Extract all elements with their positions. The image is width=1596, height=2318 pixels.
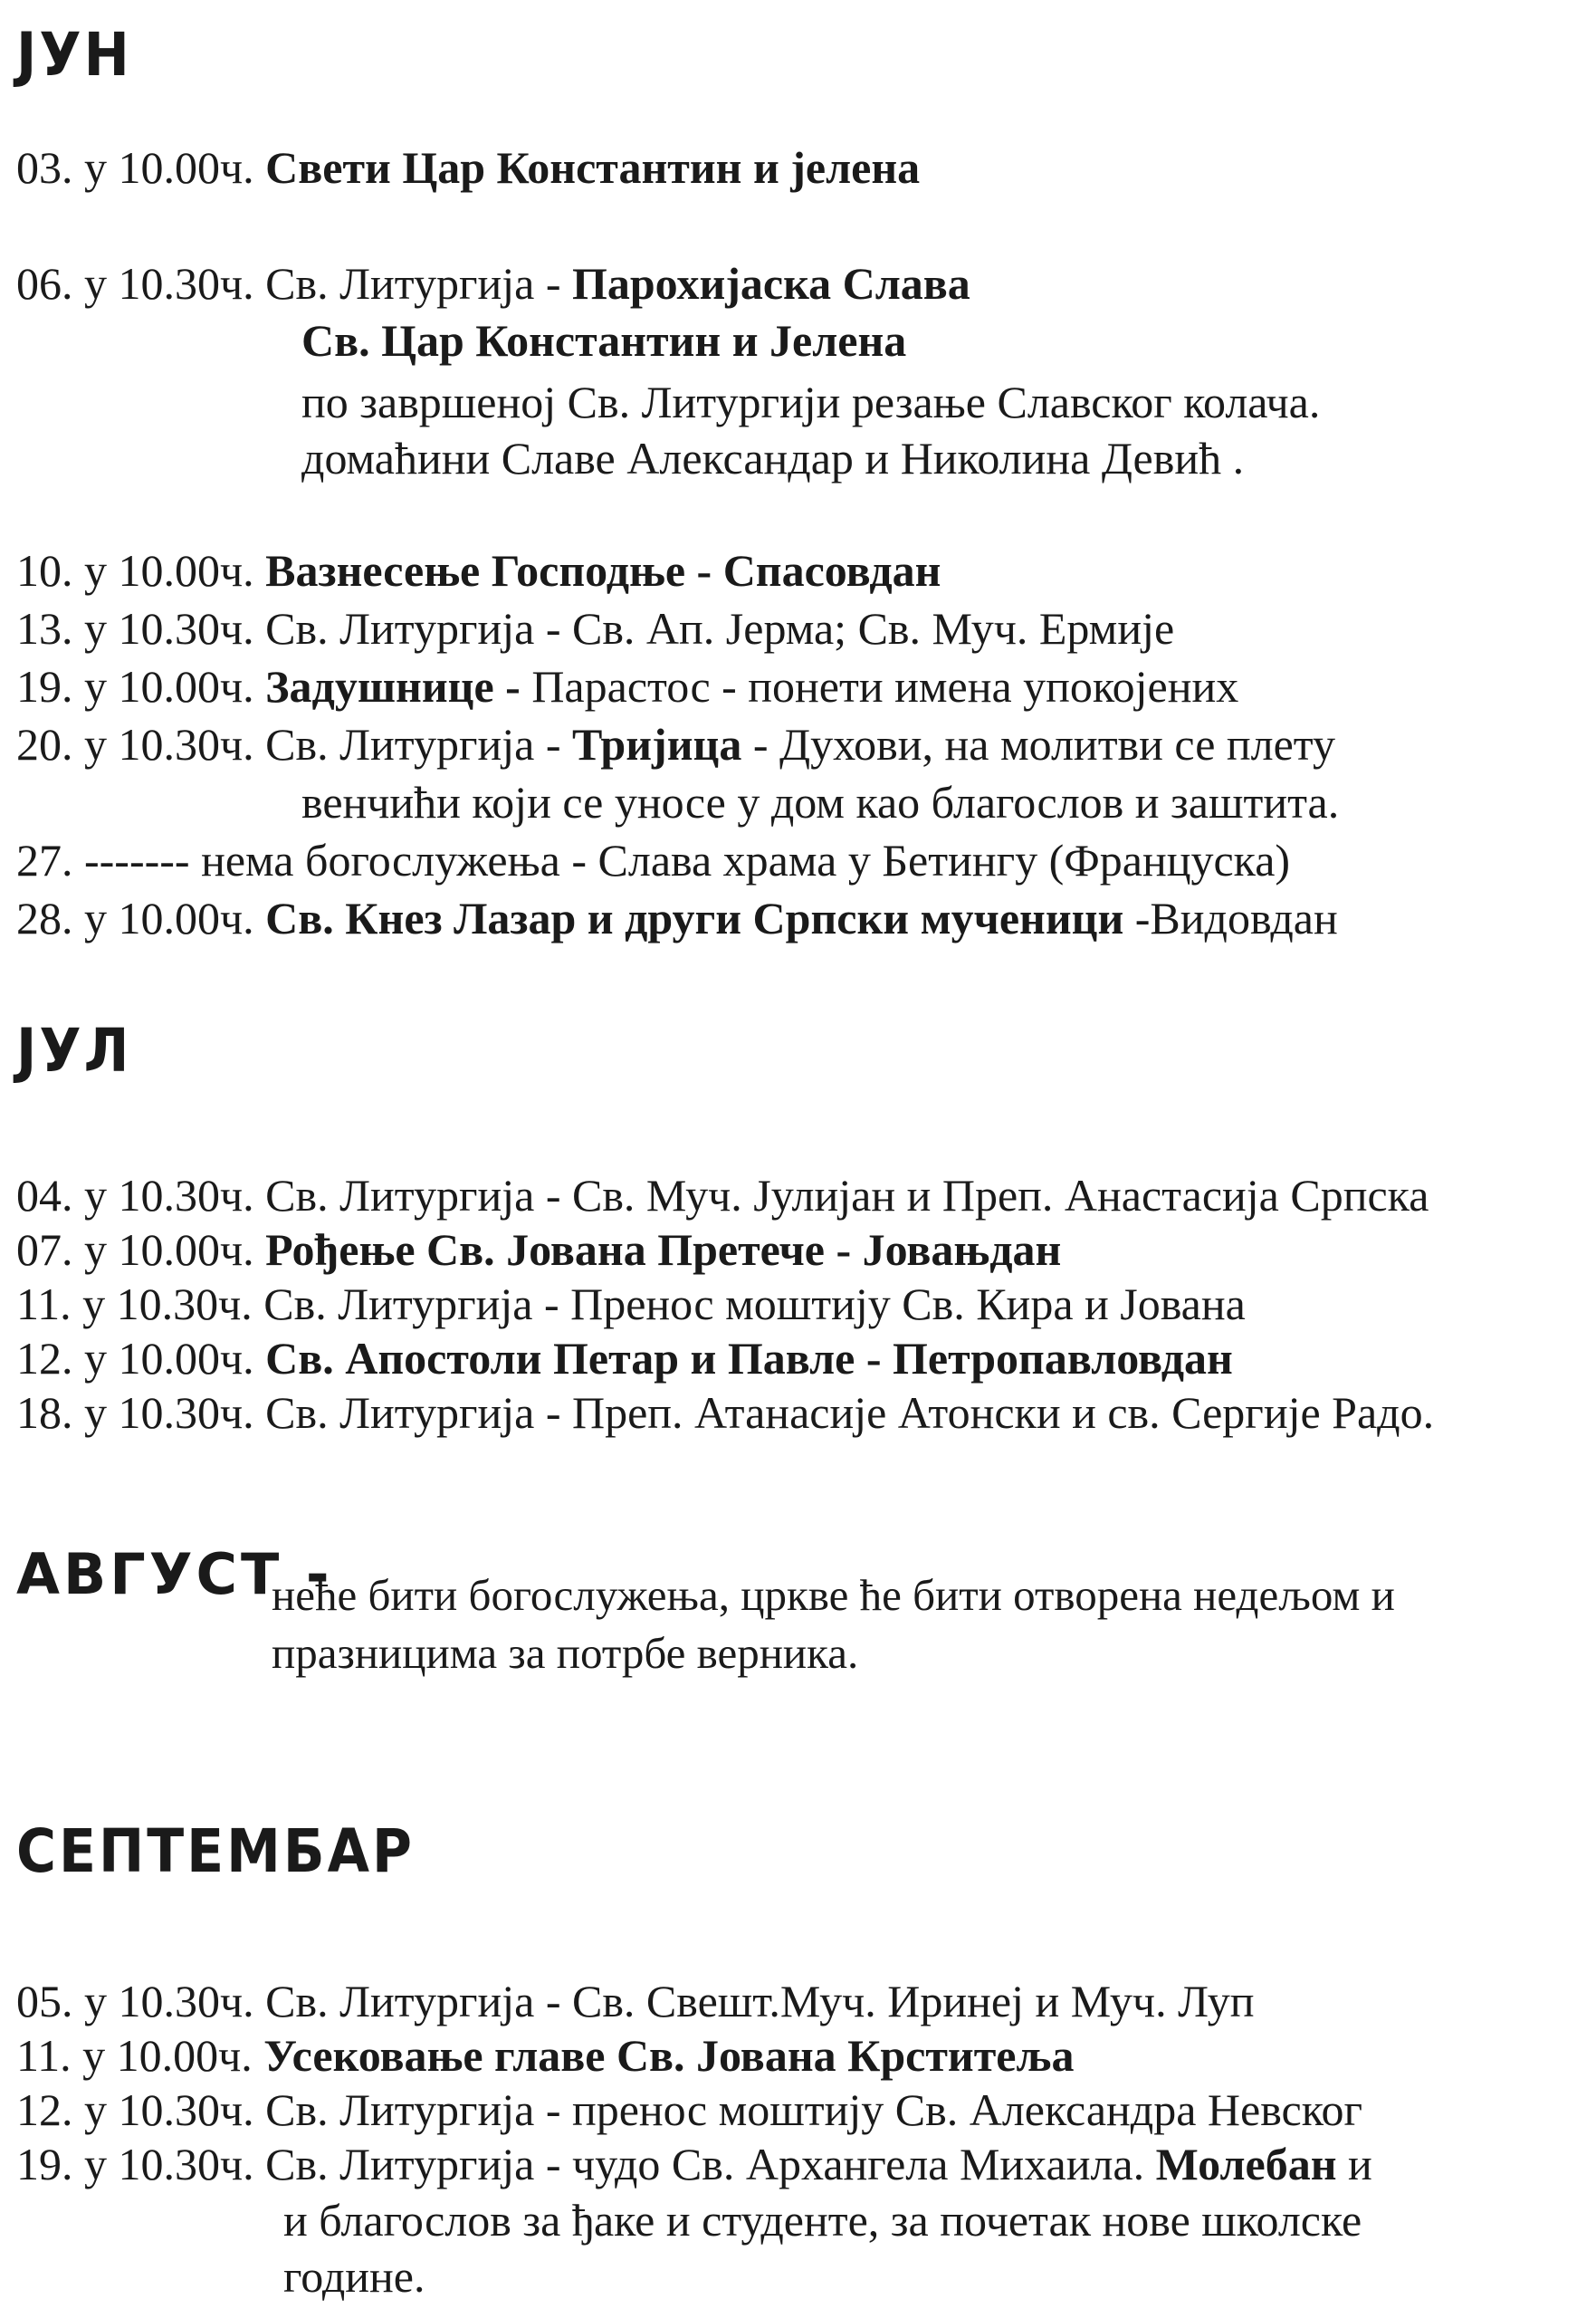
- july-heading: ЈУЛ: [16, 1016, 132, 1087]
- feast-name: Рођење Св. Јована Претече - Јовањдан: [265, 1224, 1062, 1275]
- june-line-8: [16, 659, 1238, 714]
- note-text: венчићи који се уносе у дом као благослов и заштита.: [301, 777, 1340, 828]
- feast-name: Вазнесење Господње - Спасовдан: [265, 545, 941, 596]
- feast-name: Парохијаска Слава: [571, 258, 970, 309]
- service-text: и: [1336, 2139, 1372, 2189]
- june-line-5: [301, 431, 1244, 485]
- note-text: године.: [283, 2251, 425, 2302]
- date: 03. у 10.00ч.: [16, 142, 254, 193]
- july-line-4: [16, 1331, 1233, 1385]
- september-line-6: [283, 2249, 425, 2304]
- date: 28. у 10.00ч.: [16, 893, 254, 943]
- service-text: Св. Литургија - чудо Св. Архангела Михаила.: [265, 2139, 1156, 2189]
- date: 06. у 10.30ч.: [16, 258, 254, 309]
- service-text: Св. Литургија -: [265, 719, 572, 770]
- feast-name: Св. Кнез Лазар и други Српски мученици: [265, 893, 1124, 943]
- feast-name: Тријица: [571, 719, 742, 770]
- august-notice-line-1: неће бити богослужења, цркве ће бити отворена недељом и: [272, 1570, 1395, 1620]
- june-line-10: [301, 775, 1339, 829]
- june-heading: ЈУН: [16, 20, 132, 91]
- date: 18. у 10.30ч.: [16, 1387, 254, 1438]
- date: 12. у 10.00ч.: [16, 1333, 254, 1384]
- june-line-12: [16, 891, 1338, 945]
- september-line-3: [16, 2083, 1362, 2137]
- date: 19. у 10.30ч.: [16, 2139, 254, 2189]
- service-text: Св. Литургија - Пренос моштију Св. Кира и Јована: [263, 1279, 1246, 1329]
- june-line-7: [16, 601, 1174, 656]
- date: 12. у 10.30ч.: [16, 2084, 254, 2135]
- date: 05. у 10.30ч.: [16, 1976, 254, 2026]
- note-text: и благослов за ђаке и студенте, за почетак нове школске: [283, 2195, 1362, 2246]
- june-line-2: [16, 256, 970, 311]
- service-text: -Видовдан: [1123, 893, 1338, 943]
- service-text: Св. Литургија -: [265, 258, 572, 309]
- service-text: Св. Литургија - Св. Ап. Јерма; Св. Муч. Ермије: [265, 603, 1175, 654]
- date: 20. у 10.30ч.: [16, 719, 254, 770]
- date: 11. у 10.30ч.: [16, 1279, 253, 1329]
- feast-name: Задушнице -: [265, 661, 532, 712]
- feast-name: Молебан: [1155, 2139, 1337, 2189]
- june-line-1: [16, 140, 920, 195]
- august-notice-line-2: празницима за потрбе верника.: [272, 1628, 859, 1678]
- date: 10. у 10.00ч.: [16, 545, 254, 596]
- july-line-2: [16, 1222, 1061, 1277]
- feast-name: Св. Цар Константин и Јелена: [301, 315, 907, 366]
- service-text: - Духови, на молитви се плету: [741, 719, 1335, 770]
- date: 13. у 10.30ч.: [16, 603, 254, 654]
- date: 19. у 10.00ч.: [16, 661, 254, 712]
- june-line-6: [16, 543, 941, 598]
- service-text: Св. Литургија - Св. Свешт.Муч. Иринеј и Муч. Луп: [265, 1976, 1255, 2026]
- date: 27. -------: [16, 835, 190, 886]
- feast-name: Св. Апостоли Петар и Павле - Петропавловдан: [265, 1333, 1233, 1384]
- date: 04. у 10.30ч.: [16, 1170, 254, 1221]
- service-text: Парастос - понети имена упокојених: [531, 661, 1239, 712]
- note-text: по завршеној Св. Литургији резање Славског колача.: [301, 377, 1321, 427]
- august-heading: АВГУСТ -: [16, 1541, 333, 1607]
- service-text: Св. Литургија - пренос моштију Св. Александра Невског: [265, 2084, 1362, 2135]
- june-line-11: [16, 833, 1290, 887]
- note-text: домаћини Славе Александар и Николина Девић .: [301, 433, 1245, 484]
- july-line-1: [16, 1168, 1429, 1222]
- service-text: Св. Литургија - Св. Муч. Јулијан и Преп. Анастасија Српска: [265, 1170, 1429, 1221]
- june-line-9: [16, 717, 1335, 771]
- september-line-1: [16, 1974, 1255, 2028]
- service-text: Св. Литургија - Преп. Атанасије Атонски и св. Сергије Радо.: [265, 1387, 1435, 1438]
- service-text: нема богослужења - Слава храма у Бетингу (Француска): [189, 835, 1291, 886]
- date: 11. у 10.00ч.: [16, 2030, 253, 2081]
- date: 07. у 10.00ч.: [16, 1224, 254, 1275]
- september-line-2: [16, 2028, 1075, 2083]
- feast-name: Усековање главе Св. Јована Крститеља: [263, 2030, 1075, 2081]
- july-line-5: [16, 1385, 1434, 1440]
- august-notice: [272, 1566, 1395, 1682]
- june-line-3: [301, 313, 906, 368]
- september-heading: СЕПТЕМБАР: [16, 1816, 415, 1887]
- feast-name: Свети Цар Константин и јелена: [265, 142, 921, 193]
- september-line-5: [283, 2193, 1362, 2247]
- july-line-3: [16, 1277, 1246, 1331]
- june-line-4: [301, 375, 1320, 429]
- september-line-4: [16, 2137, 1372, 2191]
